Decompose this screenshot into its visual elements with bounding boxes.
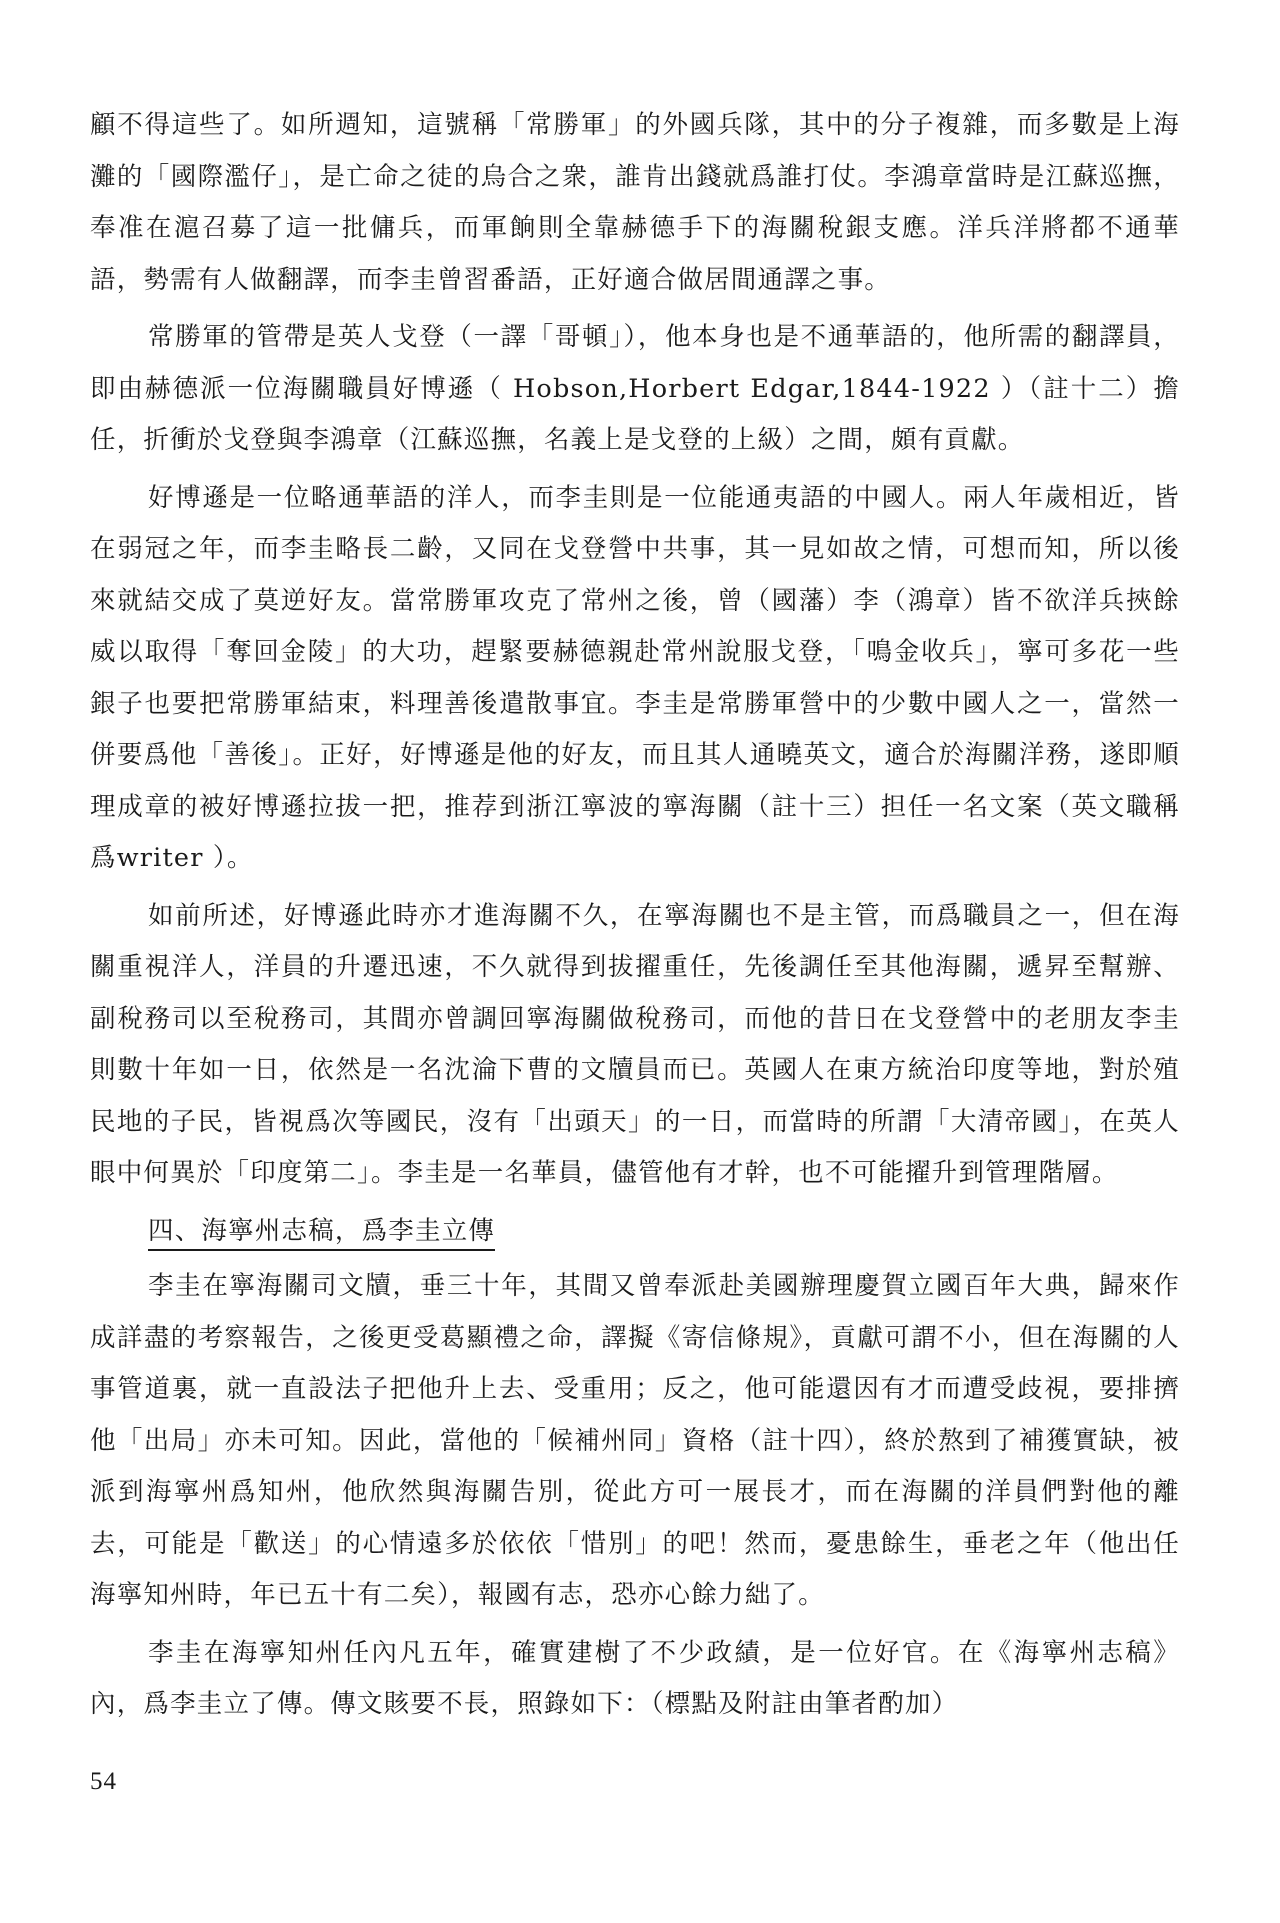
paragraph-gordon: 常勝軍的管帶是英人戈登（一譯「哥頓」），他本身也是不通華語的，他所需的翻譯員，即由赫德派一位海關職員好博遜（ Hobson,Horbert Edgar,1844-1922 ）（註十二）擔任，折衝於戈登與李鴻章（江蘇巡撫，名義上是戈登的上級）之間，頗有貢獻。 bbox=[90, 322, 1180, 455]
paragraph-haining-tenure: 李圭在海寧知州任內凡五年，確實建樹了不少政績，是一位好官。在《海寧州志稿》內，爲李圭立了傳。傳文賅要不長，照錄如下：（標點及附註由筆者酌加） bbox=[90, 1637, 1180, 1719]
section-heading bbox=[148, 1206, 1180, 1258]
page-number: 54 bbox=[90, 1768, 117, 1795]
paragraph-promotion: 如前所述，好博遜此時亦才進海關不久，在寧海關也不是主管，而爲職員之一，但在海關重視洋人，洋員的升遷迅速，不久就得到拔擢重任，先後調任至其他海關，遞昇至幫辦、副稅務司以至稅務司，其間亦曾調回寧海關做稅務司，而他的昔日在戈登營中的老朋友李圭則數十年如一日，依然是一名沈淪下曹的文牘員而已。英國人在東方統治印度等地，對於殖民地的子民，皆視爲次等國民，沒有「出頭天」的一日，而當時的所謂「大清帝國」，在英人眼中何異於「印度第二」。李圭是一名華員，儘管他有才幹，也不可能擢升到管理階層。 bbox=[90, 900, 1180, 1188]
paragraph-intro: 顧不得這些了。如所週知，這號稱「常勝軍」的外國兵隊，其中的分子複雜，而多數是上海灘的「國際濫仔」，是亡命之徒的烏合之衆，誰肯出錢就爲誰打仗。李鴻章當時是江蘇巡撫，奉准在滬召募了這一批傭兵，而軍餉則全靠赫德手下的海關稅銀支應。洋兵洋將都不通華語，勢需有人做翻譯，而李圭曾習番語，正好適合做居間通譯之事。 bbox=[90, 110, 1180, 295]
paragraph-customs-career: 李圭在寧海關司文牘，垂三十年，其間又曾奉派赴美國辦理慶賀立國百年大典，歸來作成詳盡的考察報告，之後更受葛顯禮之命，譯擬《寄信條規》，貢獻可謂不小，但在海關的人事管道裏，就一直設法子把他升上去、受重用；反之，他可能還因有才而遭受歧視，要排擠他「出局」亦未可知。因此，當他的「候補州同」資格（註十四），終於熬到了補獲實缺，被派到海寧州爲知州，他欣然與海關告別，從此方可一展長才，而在海關的洋員們對他的離去，可能是「歡送」的心情遠多於依依「惜別」的吧！然而，憂患餘生，垂老之年（他出任海寧知州時，年已五十有二矣），報國有志，恐亦心餘力絀了。 bbox=[90, 1271, 1180, 1610]
paragraph-hobson: 好博遜是一位略通華語的洋人，而李圭則是一位能通夷語的中國人。兩人年歲相近，皆在弱冠之年，而李圭略長二齡，又同在戈登營中共事，其一見如故之情，可想而知，所以後來就結交成了莫逆好友。當常勝軍攻克了常州之後，曾（國藩）李（鴻章）皆不欲洋兵挾餘威以取得「奪回金陵」的大功，趕緊要赫德親赴常州說服戈登，「鳴金收兵」，寧可多花一些銀子也要把常勝軍結束，料理善後遣散事宜。李圭是常勝軍營中的少數中國人之一，當然一併要爲他「善後」。正好，好博遜是他的好友，而且其人通曉英文，適合於海關洋務，遂即順理成章的被好博遜拉拔一把，推荐到浙江寧波的寧海關（註十三）担任一名文案（英文職稱爲writer ）。 bbox=[90, 482, 1180, 873]
section-heading-text: 四、海寧州志稿，爲李圭立傳 bbox=[148, 1216, 495, 1251]
